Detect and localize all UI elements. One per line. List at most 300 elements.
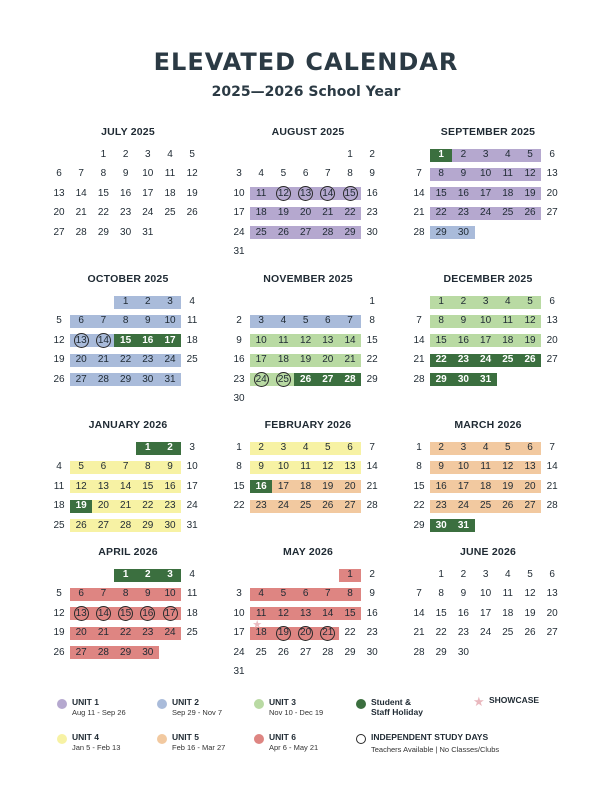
day-cell: 11	[300, 461, 311, 473]
day-cell: 25	[300, 500, 312, 512]
day-cell: 1	[122, 296, 129, 307]
day-cell: 26	[53, 373, 65, 385]
day-cell: 9	[122, 168, 129, 180]
day-cell: 5	[280, 588, 287, 600]
day-cell: 2	[258, 442, 264, 453]
day-cell: 31	[142, 226, 154, 238]
day-cell: 15	[435, 334, 447, 346]
day-cell: 8	[236, 461, 242, 473]
day-cell: 30	[457, 373, 469, 385]
day-cell: 23	[457, 354, 469, 366]
day-cell: 17	[277, 480, 289, 492]
day-cell: 17	[480, 607, 492, 619]
day-cell: 25	[480, 500, 492, 512]
day-cell: 25	[186, 354, 198, 366]
day-cell: 10	[164, 315, 176, 327]
day-cell: 31	[164, 373, 176, 385]
day-cell: 28	[322, 226, 334, 238]
day-cell: 19	[75, 500, 87, 512]
day-cell: 2	[438, 442, 444, 453]
day-cell: 28	[97, 646, 109, 658]
day-cell: 22	[120, 627, 132, 639]
day-cell: 12	[53, 607, 65, 619]
day-cell: 6	[325, 315, 331, 327]
day-cell: 2	[460, 569, 467, 580]
day-cell: 12	[53, 334, 65, 346]
day-cell: 17	[142, 187, 154, 199]
day-cell: 27	[75, 373, 87, 385]
day-cell: 3	[236, 588, 242, 600]
day-cell: 4	[258, 588, 264, 600]
legend-label: UNIT 3	[269, 697, 296, 707]
day-cell: 25	[277, 373, 289, 385]
day-cell: 4	[189, 296, 195, 307]
day-cell: 17	[457, 480, 469, 492]
day-cell: 1	[438, 296, 444, 307]
day-cell: 24	[480, 354, 492, 366]
day-cell: 24	[480, 207, 492, 219]
day-cell: 3	[236, 168, 242, 180]
day-cell: 4	[258, 168, 264, 180]
day-cell: 28	[413, 373, 425, 385]
day-cell: 23	[435, 500, 447, 512]
day-cell: 2	[460, 149, 467, 160]
day-cell: 22	[344, 207, 356, 219]
day-cell: 12	[300, 334, 312, 346]
day-cell: 22	[233, 500, 245, 512]
day-cell: 8	[145, 461, 151, 473]
unit4-swatch-icon	[57, 734, 67, 744]
legend-label: UNIT 4	[72, 732, 99, 742]
day-cell: 9	[438, 461, 444, 473]
day-cell: 22	[435, 354, 447, 366]
day-cell: 3	[482, 296, 489, 307]
month-title: OCTOBER 2025	[87, 273, 169, 285]
day-cell: 23	[120, 207, 132, 219]
day-cell: 18	[255, 207, 267, 219]
day-cell: 20	[322, 354, 334, 366]
legend-label: Student &	[371, 697, 412, 707]
day-cell: 21	[413, 354, 425, 366]
day-cell: 21	[322, 207, 334, 219]
day-cell: 2	[145, 569, 151, 580]
day-cell: 30	[142, 646, 154, 658]
day-cell: 9	[369, 168, 375, 180]
day-cell: 30	[164, 519, 176, 531]
day-cell: 7	[347, 315, 353, 327]
day-cell: 8	[438, 315, 444, 327]
day-cell: 10	[277, 461, 289, 473]
day-cell: 16	[366, 607, 378, 619]
day-cell: 19	[277, 627, 289, 639]
day-cell: 28	[120, 519, 132, 531]
day-cell: 27	[546, 207, 558, 219]
day-cell: 24	[186, 500, 198, 512]
day-cell: 2	[145, 296, 151, 307]
day-cell: 6	[549, 149, 555, 160]
legend-label: SHOWCASE	[489, 695, 540, 705]
day-cell: 6	[100, 461, 107, 473]
day-cell: 2	[369, 569, 375, 580]
day-cell: 14	[97, 334, 109, 346]
day-cell: 20	[97, 500, 109, 512]
day-cell: 8	[347, 168, 353, 180]
day-cell: 2	[122, 149, 129, 160]
day-cell: 12	[524, 315, 536, 327]
day-cell: 27	[97, 519, 109, 531]
day-cell: 13	[300, 607, 312, 619]
day-cell: 6	[302, 168, 309, 180]
month-title: AUGUST 2025	[271, 126, 345, 138]
page-subtitle: 2025—2026 School Year	[211, 84, 401, 100]
day-cell: 28	[344, 373, 356, 385]
holiday-swatch-icon	[356, 699, 366, 709]
month-title: JUNE 2026	[459, 546, 517, 558]
day-cell: 25	[164, 207, 176, 219]
day-cell: 26	[75, 519, 87, 531]
day-cell: 23	[366, 207, 378, 219]
day-cell: 2	[236, 315, 242, 327]
day-cell: 16	[366, 187, 378, 199]
day-cell: 21	[97, 627, 109, 639]
day-cell: 5	[189, 149, 195, 160]
day-cell: 1	[100, 149, 107, 160]
day-cell: 3	[482, 569, 489, 580]
day-cell: 11	[278, 334, 289, 346]
day-cell: 19	[277, 207, 289, 219]
day-cell: 27	[75, 646, 87, 658]
day-cell: 1	[347, 149, 353, 160]
day-cell: 31	[233, 666, 245, 677]
day-cell: 28	[75, 226, 87, 238]
day-cell: 6	[56, 168, 62, 180]
day-cell: 4	[56, 461, 62, 473]
legend-date-range: Apr 6 - May 21	[269, 743, 319, 752]
day-cell: 19	[524, 607, 536, 619]
day-cell: 25	[255, 226, 267, 238]
day-cell: 24	[164, 354, 176, 366]
day-cell: 19	[300, 354, 312, 366]
day-cell: 23	[164, 500, 176, 512]
day-cell: 29	[120, 646, 132, 658]
day-cell: 11	[502, 168, 513, 180]
day-cell: 26	[524, 627, 536, 639]
day-cell: 10	[457, 461, 469, 473]
day-cell: 6	[302, 588, 309, 600]
day-cell: 31	[480, 373, 492, 385]
month-title: FEBRUARY 2026	[264, 419, 352, 431]
day-cell: 15	[413, 480, 425, 492]
day-cell: 29	[344, 226, 356, 238]
day-cell: 4	[505, 296, 511, 307]
day-cell: 24	[164, 627, 176, 639]
day-cell: 31	[457, 519, 469, 531]
day-cell: 12	[75, 480, 87, 492]
day-cell: 7	[416, 588, 422, 600]
day-cell: 25	[255, 646, 267, 658]
day-cell: 29	[435, 646, 447, 658]
legend-label-line2: Staff Holiday	[371, 707, 423, 717]
day-cell: 5	[527, 569, 533, 580]
day-cell: 26	[524, 207, 536, 219]
day-cell: 14	[97, 607, 109, 619]
day-cell: 14	[413, 334, 425, 346]
day-cell: 30	[366, 226, 378, 238]
month-title: SEPTEMBER 2025	[440, 126, 536, 138]
day-cell: 17	[164, 334, 176, 346]
day-cell: 24	[277, 500, 289, 512]
day-cell: 29	[344, 646, 356, 658]
legend-date-range: Teachers Available | No Classes/Clubs	[371, 745, 500, 754]
month-title: NOVEMBER 2025	[263, 273, 353, 285]
showcase-star-icon: ★	[252, 619, 263, 632]
day-cell: 9	[460, 315, 467, 327]
day-cell: 13	[97, 480, 109, 492]
day-cell: 9	[460, 168, 467, 180]
day-cell: 28	[97, 373, 109, 385]
day-cell: 9	[236, 334, 242, 346]
day-cell: 27	[53, 226, 65, 238]
legend-label: UNIT 5	[172, 732, 199, 742]
day-cell: 18	[255, 627, 267, 639]
day-cell: 7	[100, 588, 107, 600]
day-cell: 14	[413, 187, 425, 199]
day-cell: 8	[369, 315, 375, 327]
day-cell: 28	[413, 226, 425, 238]
day-cell: 28	[413, 646, 425, 658]
day-cell: 22	[142, 500, 154, 512]
unit2-swatch-icon	[157, 699, 167, 709]
day-cell: 4	[505, 149, 511, 160]
day-cell: 4	[505, 569, 511, 580]
day-cell: 11	[480, 461, 491, 473]
day-cell: 23	[255, 500, 267, 512]
day-cell: 17	[164, 607, 176, 619]
day-cell: 10	[233, 607, 245, 619]
day-cell: 7	[369, 442, 375, 453]
day-cell: 15	[233, 480, 245, 492]
day-cell: 5	[78, 461, 84, 473]
day-cell: 14	[344, 334, 356, 346]
day-cell: 8	[122, 588, 129, 600]
day-cell: 23	[233, 373, 245, 385]
day-cell: 27	[300, 226, 312, 238]
day-cell: 14	[322, 607, 334, 619]
day-cell: 30	[435, 519, 447, 531]
day-cell: 5	[280, 168, 287, 180]
day-cell: 1	[438, 569, 444, 580]
day-cell: 13	[53, 187, 65, 199]
day-cell: 22	[97, 207, 109, 219]
day-cell: 22	[435, 627, 447, 639]
legend-label: UNIT 2	[172, 697, 199, 707]
day-cell: 21	[344, 354, 356, 366]
day-cell: 16	[457, 187, 469, 199]
day-cell: 12	[186, 168, 198, 180]
day-cell: 8	[438, 588, 444, 600]
day-cell: 10	[480, 315, 492, 327]
day-cell: 28	[366, 500, 378, 512]
day-cell: 26	[53, 646, 65, 658]
day-cell: 21	[413, 207, 425, 219]
day-cell: 7	[416, 168, 422, 180]
day-cell: 24	[457, 500, 469, 512]
day-cell: 20	[75, 354, 87, 366]
day-cell: 4	[302, 442, 309, 453]
month-title: JULY 2025	[101, 126, 155, 138]
day-cell: 1	[416, 442, 422, 453]
day-cell: 23	[457, 627, 469, 639]
legend-date-range: Nov 10 - Dec 19	[269, 708, 324, 717]
day-cell: 11	[502, 588, 513, 600]
day-cell: 1	[438, 149, 444, 160]
day-cell: 21	[546, 480, 558, 492]
unit6-swatch-icon	[254, 734, 264, 744]
day-cell: 20	[546, 607, 558, 619]
day-cell: 31	[186, 519, 198, 531]
day-cell: 10	[255, 334, 267, 346]
day-cell: 15	[120, 607, 132, 619]
day-cell: 29	[142, 519, 154, 531]
legend-date-range: Feb 16 - Mar 27	[172, 743, 226, 752]
day-cell: 3	[167, 569, 173, 580]
day-cell: 13	[524, 461, 536, 473]
day-cell: 14	[366, 461, 378, 473]
month-title: MARCH 2026	[454, 419, 522, 431]
day-cell: 26	[277, 226, 289, 238]
day-cell: 7	[325, 168, 331, 180]
day-cell: 16	[142, 607, 154, 619]
day-cell: 1	[347, 569, 353, 580]
day-cell: 22	[344, 627, 356, 639]
day-cell: 12	[502, 461, 514, 473]
day-cell: 24	[255, 373, 267, 385]
day-cell: 6	[78, 315, 84, 327]
day-cell: 27	[322, 373, 334, 385]
day-cell: 4	[280, 315, 287, 327]
day-cell: 1	[145, 442, 151, 453]
day-cell: 7	[416, 315, 422, 327]
day-cell: 10	[480, 588, 492, 600]
day-cell: 14	[75, 187, 87, 199]
day-cell: 22	[413, 500, 425, 512]
day-cell: 10	[233, 187, 245, 199]
day-cell: 31	[233, 246, 245, 257]
day-cell: 25	[502, 354, 514, 366]
day-cell: 13	[75, 334, 87, 346]
day-cell: 5	[527, 149, 533, 160]
day-cell: 5	[527, 296, 533, 307]
day-cell: 12	[524, 168, 536, 180]
day-cell: 6	[527, 442, 533, 453]
day-cell: 5	[302, 315, 309, 327]
day-cell: 23	[366, 627, 378, 639]
day-cell: 30	[120, 226, 132, 238]
day-cell: 20	[300, 207, 312, 219]
day-cell: 11	[53, 480, 65, 492]
day-cell: 24	[142, 207, 154, 219]
day-cell: 14	[120, 480, 132, 492]
day-cell: 3	[189, 442, 195, 453]
day-cell: 11	[255, 607, 267, 619]
day-cell: 8	[122, 315, 129, 327]
day-cell: 17	[233, 627, 245, 639]
day-cell: 3	[482, 149, 489, 160]
legend-label: UNIT 6	[269, 732, 296, 742]
day-cell: 11	[502, 315, 513, 327]
star-icon: ★	[473, 694, 485, 709]
day-cell: 12	[524, 588, 536, 600]
day-cell: 26	[186, 207, 198, 219]
day-cell: 27	[344, 500, 356, 512]
day-cell: 6	[78, 588, 84, 600]
day-cell: 15	[435, 187, 447, 199]
day-cell: 29	[435, 226, 447, 238]
day-cell: 19	[322, 480, 334, 492]
day-cell: 17	[186, 480, 198, 492]
day-cell: 6	[347, 442, 353, 453]
day-cell: 27	[524, 500, 536, 512]
day-cell: 23	[142, 354, 154, 366]
day-cell: 16	[457, 607, 469, 619]
day-cell: 12	[277, 187, 289, 199]
day-cell: 8	[416, 461, 422, 473]
day-cell: 4	[167, 149, 173, 160]
circle-icon	[356, 734, 366, 744]
legend-date-range: Jan 5 - Feb 13	[72, 743, 121, 752]
day-cell: 15	[142, 480, 154, 492]
day-cell: 5	[325, 442, 331, 453]
day-cell: 30	[233, 393, 245, 404]
day-cell: 29	[435, 373, 447, 385]
day-cell: 20	[546, 187, 558, 199]
day-cell: 8	[438, 168, 444, 180]
day-cell: 29	[366, 373, 378, 385]
day-cell: 16	[255, 480, 267, 492]
day-cell: 26	[322, 500, 334, 512]
day-cell: 19	[524, 187, 536, 199]
day-cell: 23	[457, 207, 469, 219]
day-cell: 11	[164, 168, 176, 180]
day-cell: 29	[120, 373, 132, 385]
day-cell: 18	[480, 480, 492, 492]
day-cell: 5	[56, 588, 62, 600]
day-cell: 30	[366, 646, 378, 658]
day-cell: 18	[300, 480, 312, 492]
day-cell: 16	[435, 480, 447, 492]
day-cell: 3	[167, 296, 173, 307]
day-cell: 21	[120, 500, 132, 512]
day-cell: 20	[344, 480, 356, 492]
day-cell: 6	[549, 296, 555, 307]
day-cell: 20	[53, 207, 65, 219]
day-cell: 15	[344, 607, 356, 619]
day-cell: 11	[255, 187, 267, 199]
day-cell: 8	[100, 168, 107, 180]
day-cell: 5	[56, 315, 62, 327]
day-cell: 16	[457, 334, 469, 346]
day-cell: 9	[258, 461, 264, 473]
day-cell: 20	[546, 334, 558, 346]
day-cell: 27	[546, 354, 558, 366]
day-cell: 10	[164, 588, 176, 600]
day-cell: 10	[142, 168, 154, 180]
day-cell: 22	[366, 354, 378, 366]
month-title: JANUARY 2026	[88, 419, 168, 431]
day-cell: 14	[546, 461, 558, 473]
day-cell: 8	[347, 588, 353, 600]
day-cell: 18	[164, 187, 176, 199]
